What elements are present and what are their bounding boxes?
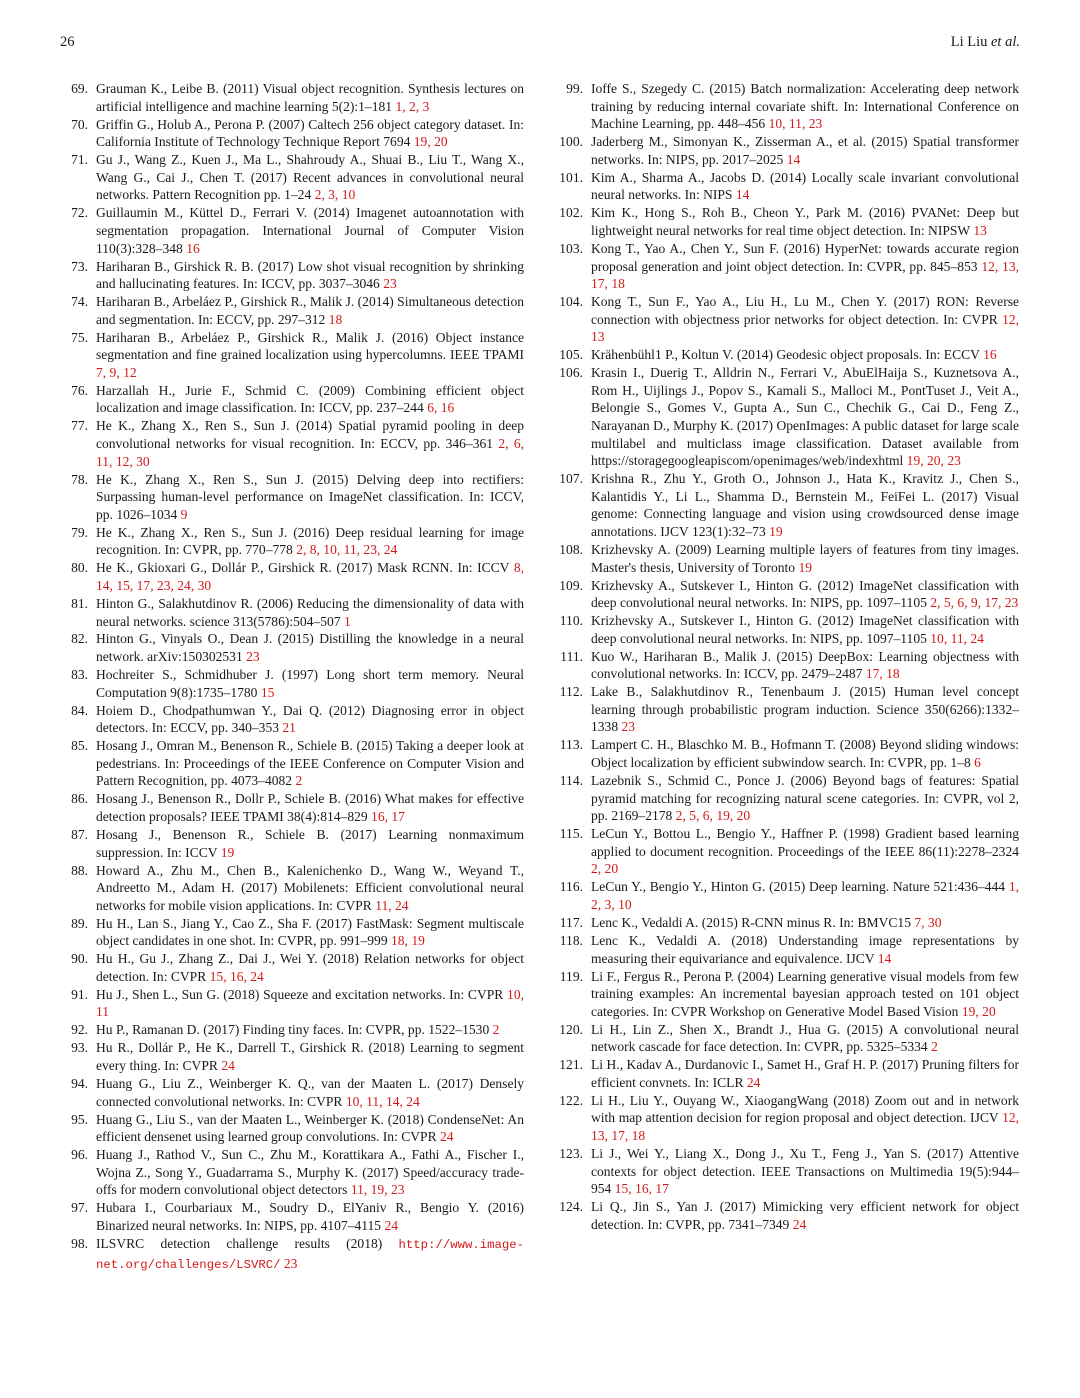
reference-entry — [555, 470, 1019, 540]
reference-text: Lenc K., Vedaldi A. (2015) R-CNN minus R. In: BMVC15 — [591, 914, 911, 930]
reference-number: 78. — [71, 471, 88, 487]
reference-number: 92. — [71, 1022, 88, 1038]
reference-entry — [555, 825, 1019, 878]
reference-text: Hu P., Ramanan D. (2017) Finding tiny faces. In: CVPR, pp. 1522–1530 — [96, 1022, 490, 1038]
backref-page-links[interactable]: 2, 5, 6, 19, 20 — [675, 808, 751, 824]
reference-text: Hubara I., Courbariaux M., Soudry D., ElYaniv R., Bengio Y. (2016) Binarized neural networks. In: NIPS, pp. 4107–4115 — [96, 1200, 524, 1233]
reference-entry — [555, 1198, 1019, 1233]
reference-number: 119. — [559, 968, 583, 984]
reference-entry — [555, 1145, 1019, 1198]
reference-entry — [60, 986, 524, 1021]
reference-number: 116. — [559, 879, 583, 895]
backref-page-links[interactable]: 24 — [792, 1216, 807, 1232]
reference-entry — [555, 80, 1019, 133]
reference-entry — [60, 790, 524, 825]
author-suffix: et al. — [991, 34, 1020, 50]
reference-entry — [60, 737, 524, 790]
reference-text: Hu J., Shen L., Sun G. (2018) Squeeze and excitation networks. In: CVPR — [96, 986, 504, 1002]
backref-page-links[interactable]: 1, 2, 3 — [395, 98, 430, 114]
reference-number: 112. — [559, 684, 583, 700]
reference-text: LeCun Y., Bengio Y., Hinton G. (2015) Deep learning. Nature 521:436–444 — [591, 879, 1006, 895]
reference-entry — [60, 1021, 524, 1039]
reference-number: 87. — [71, 826, 88, 842]
reference-number: 117. — [559, 914, 583, 930]
reference-entry — [555, 968, 1019, 1021]
references-right-column — [555, 80, 1019, 1234]
reference-entry — [60, 915, 524, 950]
reference-number: 89. — [71, 915, 88, 931]
reference-text: Li Q., Jin S., Yan J. (2017) Mimicking very efficient network for object detection. In: CVPR, pp. 7341–7349 — [591, 1199, 1019, 1232]
reference-number: 80. — [71, 560, 88, 576]
backref-page-links[interactable]: 15, 16, 24 — [209, 968, 264, 984]
backref-page-links[interactable]: 24 — [746, 1074, 761, 1090]
reference-text: He K., Zhang X., Ren S., Sun J. (2016) Deep residual learning for image recognition. In: CVPR, pp. 770–778 — [96, 524, 524, 558]
reference-number: 99. — [566, 81, 583, 96]
reference-text: Hochreiter S., Schmidhuber J. (1997) Long short term memory. Neural Computation 9(8):1735–1780 — [96, 667, 524, 700]
reference-text: Hosang J., Benenson R., Dollr P., Schiele B. (2016) What makes for effective detection proposals? IEEE TPAMI 38(4):814–829 — [96, 791, 524, 824]
reference-entry — [555, 204, 1019, 239]
references-left-column — [60, 80, 524, 1275]
reference-entry — [555, 1092, 1019, 1145]
reference-url-link[interactable]: http://www.image-net.org/challenges/LSVRC/ — [96, 1237, 524, 1272]
reference-entry — [555, 612, 1019, 647]
reference-entry — [555, 878, 1019, 913]
reference-text: Krähenbühl1 P., Koltun V. (2014) Geodesic object proposals. In: ECCV — [591, 347, 980, 363]
reference-text: Hinton G., Salakhutdinov R. (2006) Reducing the dimensionality of data with neural networks. science 313(5786):504–507 — [96, 595, 524, 629]
reference-entry — [555, 133, 1019, 168]
backref-page-links[interactable]: 19, 20, 23 — [906, 453, 961, 469]
reference-number: 100. — [559, 134, 583, 150]
backref-page-links[interactable]: 23 — [246, 649, 260, 665]
reference-entry — [60, 382, 524, 417]
backref-page-links[interactable]: 19, 20 — [961, 1003, 996, 1019]
reference-text: Hu R., Dollár P., He K., Darrell T., Girshick R. (2018) Learning to segment every thing. In: CVPR — [96, 1040, 524, 1074]
reference-text: Kim A., Sharma A., Jacobs D. (2014) Locally scale invariant convolutional neural networks. In: NIPS — [591, 169, 1019, 203]
backref-page-links[interactable]: 1, 2, 3, 10 — [591, 879, 1019, 912]
reference-entry — [60, 1146, 524, 1199]
reference-number: 105. — [559, 347, 583, 363]
reference-entry — [555, 1056, 1019, 1091]
backref-page-links[interactable]: 12, 13, 17, 18 — [591, 258, 1019, 292]
reference-text: Kong T., Yao A., Chen Y., Sun F. (2016) HyperNet: towards accurate region proposal generation and joint object detection. In: CVPR, pp. 845–853 — [591, 240, 1019, 274]
backref-page-links[interactable]: 15 — [260, 684, 275, 700]
backref-page-links[interactable]: 19 — [220, 844, 235, 860]
reference-number: 93. — [71, 1040, 88, 1056]
reference-entry — [60, 524, 524, 559]
reference-text: Grauman K., Leibe B. (2011) Visual object recognition. Synthesis lectures on artificial intelligence and machine learning 5(2):1–181 — [96, 81, 524, 114]
reference-entry — [60, 630, 524, 665]
reference-number: 75. — [71, 329, 88, 345]
reference-text: Hu H., Gu J., Zhang Z., Dai J., Wei Y. (2018) Relation networks for object detection. In: CVPR — [96, 951, 524, 984]
reference-number: 101. — [559, 169, 583, 185]
reference-text: He K., Zhang X., Ren S., Sun J. (2014) Spatial pyramid pooling in deep convolutional networks for visual recognition. In: ECCV, pp. 346–361 — [96, 418, 524, 451]
backref-page-links[interactable]: 23 — [621, 719, 636, 735]
reference-text: Huang G., Liu S., van der Maaten L., Weinberger K. (2018) CondenseNet: An efficient densenet using learned group convolutions. In: CVPR — [96, 1111, 524, 1145]
backref-page-links[interactable]: 17, 18 — [865, 666, 900, 682]
reference-entry — [60, 417, 524, 470]
reference-text: He K., Gkioxari G., Dollár P., Girshick R. (2017) Mask RCNN. In: ICCV — [96, 560, 510, 576]
backref-page-links[interactable]: 6 — [974, 755, 981, 771]
reference-text: Hosang J., Benenson R., Schiele B. (2017) Learning nonmaximum suppression. In: ICCV — [96, 826, 524, 860]
reference-text: Krizhevsky A. (2009) Learning multiple layers of features from tiny images. Master's thesis, University of Toronto — [591, 541, 1019, 575]
reference-number: 120. — [559, 1021, 583, 1037]
backref-page-links[interactable]: 9 — [180, 506, 188, 522]
backref-page-links[interactable]: 10, 11, 24 — [930, 630, 984, 646]
page-header — [60, 34, 1020, 54]
reference-entry — [555, 736, 1019, 771]
backref-page-links[interactable]: 1 — [343, 613, 351, 629]
reference-text: Griffin G., Holub A., Perona P. (2007) Caltech 256 object category dataset. In: California Institute of Technology Technique Report 7694 — [96, 116, 524, 150]
backref-page-links[interactable]: 14 — [877, 950, 892, 966]
reference-number: 118. — [559, 932, 583, 948]
reference-entry — [60, 258, 524, 293]
reference-text: Lazebnik S., Schmid C., Ponce J. (2006) Beyond bags of features: Spatial pyramid matching for recognizing natural scene categories. In: CVPR, vol 2, pp. 2169–2178 — [591, 773, 1019, 824]
backref-page-links[interactable]: 14 — [735, 187, 750, 203]
reference-text: Howard A., Zhu M., Chen B., Kalenichenko D., Wang W., Weyand T., Andreetto M., Adam H. (2017) Mobilenets: Efficient convolutional neural networks for mobile vision applications. In: CVPR — [96, 862, 524, 913]
reference-number: 70. — [71, 116, 88, 132]
reference-entry — [60, 471, 524, 524]
reference-number: 94. — [71, 1076, 88, 1092]
reference-text: Li H., Lin Z., Shen X., Brandt J., Hua G. (2015) A convolutional neural network cascade for face detection. In: CVPR, pp. 5325–5334 — [591, 1021, 1019, 1055]
reference-number: 102. — [559, 205, 583, 221]
reference-number: 106. — [559, 365, 583, 381]
reference-number: 88. — [71, 862, 88, 878]
reference-number: 103. — [559, 240, 583, 256]
reference-number: 111. — [560, 648, 583, 664]
backref-page-links[interactable]: 11, 19, 23 — [350, 1182, 405, 1198]
reference-entry — [555, 541, 1019, 576]
reference-text: Lake B., Salakhutdinov R., Tenenbaum J. (2015) Human level concept learning through probabilistic program induction. Science 350(6266):1332–1338 — [591, 684, 1019, 735]
reference-entry — [60, 80, 524, 115]
reference-text: Li J., Wei Y., Liang X., Dong J., Xu T., Feng J., Yan S. (2017) Attentive contexts for object detection. IEEE Transactions on Multimedia 19(5):944–954 — [591, 1146, 1019, 1197]
reference-entry — [60, 1199, 524, 1234]
reference-text: ILSVRC detection challenge results (2018) — [96, 1235, 383, 1251]
reference-number: 121. — [559, 1057, 583, 1073]
reference-entry — [60, 1039, 524, 1074]
backref-page-links[interactable]: 8, 14, 15, 17, 23, 24, 30 — [96, 560, 524, 593]
reference-number: 122. — [559, 1092, 583, 1108]
reference-entry — [555, 772, 1019, 825]
reference-text: He K., Zhang X., Ren S., Sun J. (2015) Delving deep into rectifiers: Surpassing human-level performance on ImageNet classification. In: ICCV, pp. 1026–1034 — [96, 471, 524, 522]
backref-page-links[interactable]: 2, 8, 10, 11, 23, 24 — [296, 542, 398, 558]
reference-text: Krizhevsky A., Sutskever I., Hinton G. (2012) ImageNet classification with deep convolutional neural networks. In: NIPS, pp. 1097–1105 — [591, 577, 1019, 611]
reference-number: 124. — [559, 1199, 583, 1215]
reference-text: Kim K., Hong S., Roh B., Cheon Y., Park M. (2016) PVANet: Deep but lightweight neural networks for real time object detection. In: NIPSW — [591, 205, 1019, 238]
backref-page-links[interactable]: 15, 16, 17 — [614, 1181, 669, 1197]
reference-entry — [60, 293, 524, 328]
reference-text: Krasin I., Duerig T., Alldrin N., Ferrari V., AbuElHaija S., Kuznetsova A., Rom H., Uijlings J., Popov S., Kamali S., Malloci M., PontTuset J., Veit A., Belongie S., Gomes V., Gupta A., Sun C., Chechik G., Cai D., Feng Z., Narayanan D., Murphy K. (2017) OpenImages: A public dataset for large scale multilabel and multiclass image classification. Dataset available from https://storagegoogleapiscom/openimages/web/indexhtml — [591, 365, 1019, 469]
reference-number: 110. — [559, 613, 583, 629]
reference-number: 107. — [559, 471, 583, 487]
backref-page-links[interactable]: 24 — [221, 1058, 235, 1074]
reference-text: Huang J., Rathod V., Sun C., Zhu M., Korattikara A., Fathi A., Fischer I., Wojna Z., Song Y., Guadarrama S., Murphy K. (2017) Speed/accuracy trade-offs for modern convolutional object detectors — [96, 1147, 524, 1198]
backref-page-links[interactable]: 2 — [295, 773, 303, 789]
backref-page-links[interactable]: 16 — [983, 347, 997, 363]
reference-number: 76. — [71, 382, 88, 398]
backref-page-links[interactable]: 16, 17 — [371, 808, 405, 824]
reference-number: 72. — [71, 205, 88, 221]
reference-text: Hinton G., Vinyals O., Dean J. (2015) Distilling the knowledge in a neural network. arXiv:150302531 — [96, 631, 524, 665]
backref-page-links[interactable]: 24 — [440, 1129, 454, 1145]
author-main: Li Liu — [950, 34, 988, 50]
reference-entry — [60, 1235, 524, 1274]
reference-entry — [60, 116, 524, 151]
backref-page-links[interactable]: 2, 20 — [591, 861, 619, 877]
page-number: 26 — [60, 34, 75, 50]
reference-text: Lenc K., Vedaldi A. (2018) Understanding image representations by measuring their equivariance and equivalence. IJCV — [591, 932, 1019, 966]
reference-text: Jaderberg M., Simonyan K., Zisserman A., et al. (2015) Spatial transformer networks. In: NIPS, pp. 2017–2025 — [591, 134, 1019, 167]
reference-entry — [60, 702, 524, 737]
backref-page-links[interactable]: 10, 11 — [96, 986, 524, 1020]
reference-entry — [60, 595, 524, 630]
reference-entry — [555, 293, 1019, 346]
reference-entry — [555, 648, 1019, 683]
reference-entry — [60, 559, 524, 594]
reference-number: 91. — [71, 986, 88, 1002]
reference-text: Li F., Fergus R., Perona P. (2004) Learning generative visual models from few training examples: An incremental bayesian approach tested on 101 object categories. In: CVPR Workshop on Generative Model Based Vision — [591, 968, 1019, 1019]
reference-number: 82. — [71, 631, 88, 647]
reference-text: Kuo W., Hariharan B., Malik J. (2015) DeepBox: Learning objectness with convolutional networks. In: ICCV, pp. 2479–2487 — [591, 648, 1019, 682]
reference-text: Hariharan B., Arbeláez P., Girshick R., Malik J. (2014) Simultaneous detection and segmentation. In: ECCV, pp. 297–312 — [96, 294, 524, 327]
reference-entry — [555, 1021, 1019, 1056]
backref-page-links[interactable]: 18, 19 — [391, 933, 425, 949]
backref-page-links[interactable]: 2, 6, 11, 12, 30 — [96, 436, 524, 469]
reference-text: Harzallah H., Jurie F., Schmid C. (2009) Combining efficient object localization and image classification. In: ICCV, pp. 237–244 — [96, 382, 524, 416]
reference-entry — [60, 1111, 524, 1146]
reference-text: Krishna R., Zhu Y., Groth O., Johnson J., Hata K., Kravitz J., Chen S., Kalantidis Y., Li L., Shamma D., Bernstein M., FeiFei L. (2017) Visual genome: Connecting language and vision using crowdsourced dense image annotations. IJCV 123(1):32–73 — [591, 471, 1019, 539]
reference-text: Hariharan B., Girshick R. B. (2017) Low shot visual recognition by shrinking and hallucinating features. In: ICCV, pp. 3037–3046 — [96, 258, 524, 292]
reference-text: Li H., Liu Y., Ouyang W., XiaogangWang (2018) Zoom out and in network with map attention decision for region proposal and object detection. IJCV — [591, 1092, 1019, 1126]
backref-page-links[interactable]: 16 — [186, 240, 200, 256]
backref-page-links[interactable]: 21 — [282, 720, 296, 736]
reference-number: 85. — [71, 738, 88, 754]
backref-page-links[interactable]: 11, 24 — [375, 897, 409, 913]
running-author — [951, 34, 1020, 51]
backref-page-links[interactable]: 19 — [798, 559, 812, 575]
reference-entry — [60, 151, 524, 204]
reference-entry — [555, 364, 1019, 470]
backref-page-links[interactable]: 12, 13 — [591, 311, 1019, 345]
reference-entry — [60, 950, 524, 985]
reference-text: Guillaumin M., Küttel D., Ferrari V. (2014) Imagenet autoannotation with segmentation propagation. International Journal of Computer Vision 110(3):328–348 — [96, 205, 524, 256]
reference-number: 73. — [71, 258, 88, 274]
reference-number: 81. — [71, 595, 88, 611]
reference-number: 98. — [71, 1235, 88, 1251]
backref-page-links[interactable]: 2 — [931, 1039, 938, 1055]
backref-page-links[interactable]: 2 — [492, 1022, 500, 1038]
backref-page-links[interactable]: 10, 11, 14, 24 — [345, 1093, 420, 1109]
reference-entry — [60, 329, 524, 382]
reference-number: 97. — [71, 1200, 88, 1216]
backref-page-links[interactable]: 14 — [786, 151, 801, 167]
reference-number: 84. — [71, 702, 88, 718]
reference-number: 114. — [559, 773, 583, 789]
reference-number: 108. — [559, 541, 583, 557]
reference-entry — [555, 240, 1019, 293]
reference-number: 109. — [559, 577, 583, 593]
reference-text: LeCun Y., Bottou L., Bengio Y., Haffner P. (1998) Gradient based learning applied to document recognition. Proceedings of the IEEE 86(11):2278–2324 — [591, 826, 1019, 859]
backref-page-links[interactable]: 13 — [973, 222, 987, 238]
reference-entry — [555, 932, 1019, 967]
reference-number: 83. — [71, 667, 88, 683]
backref-page-links[interactable]: 7, 30 — [914, 914, 942, 930]
reference-text: Hosang J., Omran M., Benenson R., Schiele B. (2015) Taking a deeper look at pedestrians. In: Proceedings of the IEEE Conference on Computer Vision and Pattern Recognition, pp. 4073–4082 — [96, 738, 524, 789]
reference-entry — [555, 683, 1019, 736]
reference-text: Huang G., Liu Z., Weinberger K. Q., van der Maaten L. (2017) Densely connected convolutional networks. In: CVPR — [96, 1076, 524, 1109]
reference-text: Krizhevsky A., Sutskever I., Hinton G. (2012) ImageNet classification with deep convolutional neural networks. In: NIPS, pp. 1097–1105 — [591, 613, 1019, 646]
reference-text: Hu H., Lan S., Jiang Y., Cao Z., Sha F. (2017) FastMask: Segment multiscale object candidates in one shot. In: CVPR, pp. 991–999 — [96, 915, 524, 949]
reference-text: Li H., Kadav A., Durdanovic I., Samet H., Graf H. P. (2017) Pruning filters for efficient convnets. In: ICLR — [591, 1057, 1019, 1090]
backref-page-links[interactable]: 19 — [769, 523, 783, 539]
reference-text: Hoiem D., Chodpathumwan Y., Dai Q. (2012) Diagnosing error in object detectors. In: ECCV, pp. 340–353 — [96, 702, 524, 736]
backref-page-links[interactable]: 10, 11, 23 — [768, 116, 823, 132]
reference-number: 90. — [71, 951, 88, 967]
backref-page-links[interactable]: 12, 13, 17, 18 — [591, 1110, 1019, 1144]
backref-page-links[interactable]: 19, 20 — [413, 134, 448, 150]
reference-entry — [60, 204, 524, 257]
reference-number: 113. — [559, 737, 583, 753]
reference-text: Hariharan B., Arbeláez P., Girshick R., Malik J. (2016) Object instance segmentation and fine grained localization using hypercolumns. IEEE TPAMI — [96, 329, 524, 363]
backref-page-links[interactable]: 2, 5, 6, 9, 17, 23 — [930, 595, 1019, 611]
backref-page-links[interactable]: 23 — [283, 1255, 298, 1271]
backref-page-links[interactable]: 6, 16 — [427, 400, 455, 416]
reference-number: 115. — [559, 826, 583, 842]
reference-number: 77. — [71, 418, 88, 434]
reference-number: 95. — [71, 1111, 88, 1127]
reference-entry — [60, 1075, 524, 1110]
reference-entry — [60, 826, 524, 861]
reference-text: Lampert C. H., Blaschko M. B., Hofmann T. (2008) Beyond sliding windows: Object localization by efficient subwindow search. In: CVPR, pp. 1–8 — [591, 737, 1019, 771]
reference-number: 71. — [71, 152, 88, 168]
backref-page-links[interactable]: 23 — [383, 276, 397, 292]
reference-entry — [555, 169, 1019, 204]
reference-entry — [555, 577, 1019, 612]
reference-entry — [60, 862, 524, 915]
backref-page-links[interactable]: 18 — [328, 311, 343, 327]
reference-number: 79. — [71, 524, 88, 540]
reference-number: 74. — [71, 294, 88, 310]
backref-page-links[interactable]: 24 — [384, 1217, 399, 1233]
backref-page-links[interactable]: 7, 9, 12 — [96, 364, 137, 380]
reference-entry — [555, 914, 1019, 932]
reference-entry — [555, 346, 1019, 364]
reference-text: Ioffe S., Szegedy C. (2015) Batch normalization: Accelerating deep network training by reducing internal covariate shift. In: International Conference on Machine Learning, pp. 448–456 — [591, 81, 1019, 132]
reference-entry — [60, 666, 524, 701]
reference-text: Gu J., Wang Z., Kuen J., Ma L., Shahroudy A., Shuai B., Liu T., Wang X., Wang G., Cai J., Chen T. (2017) Recent advances in convolutional neural networks. Pattern Recognition pp. 1–24 — [96, 152, 524, 203]
reference-number: 69. — [71, 81, 88, 96]
backref-page-links[interactable]: 2, 3, 10 — [314, 187, 356, 203]
reference-number: 96. — [71, 1147, 88, 1163]
reference-text: Kong T., Sun F., Yao A., Liu H., Lu M., Chen Y. (2017) RON: Reverse connection with objectness prior networks for object detection. In: CVPR — [591, 294, 1019, 327]
reference-number: 123. — [559, 1146, 583, 1161]
reference-number: 86. — [71, 791, 88, 807]
reference-number: 104. — [559, 294, 583, 310]
